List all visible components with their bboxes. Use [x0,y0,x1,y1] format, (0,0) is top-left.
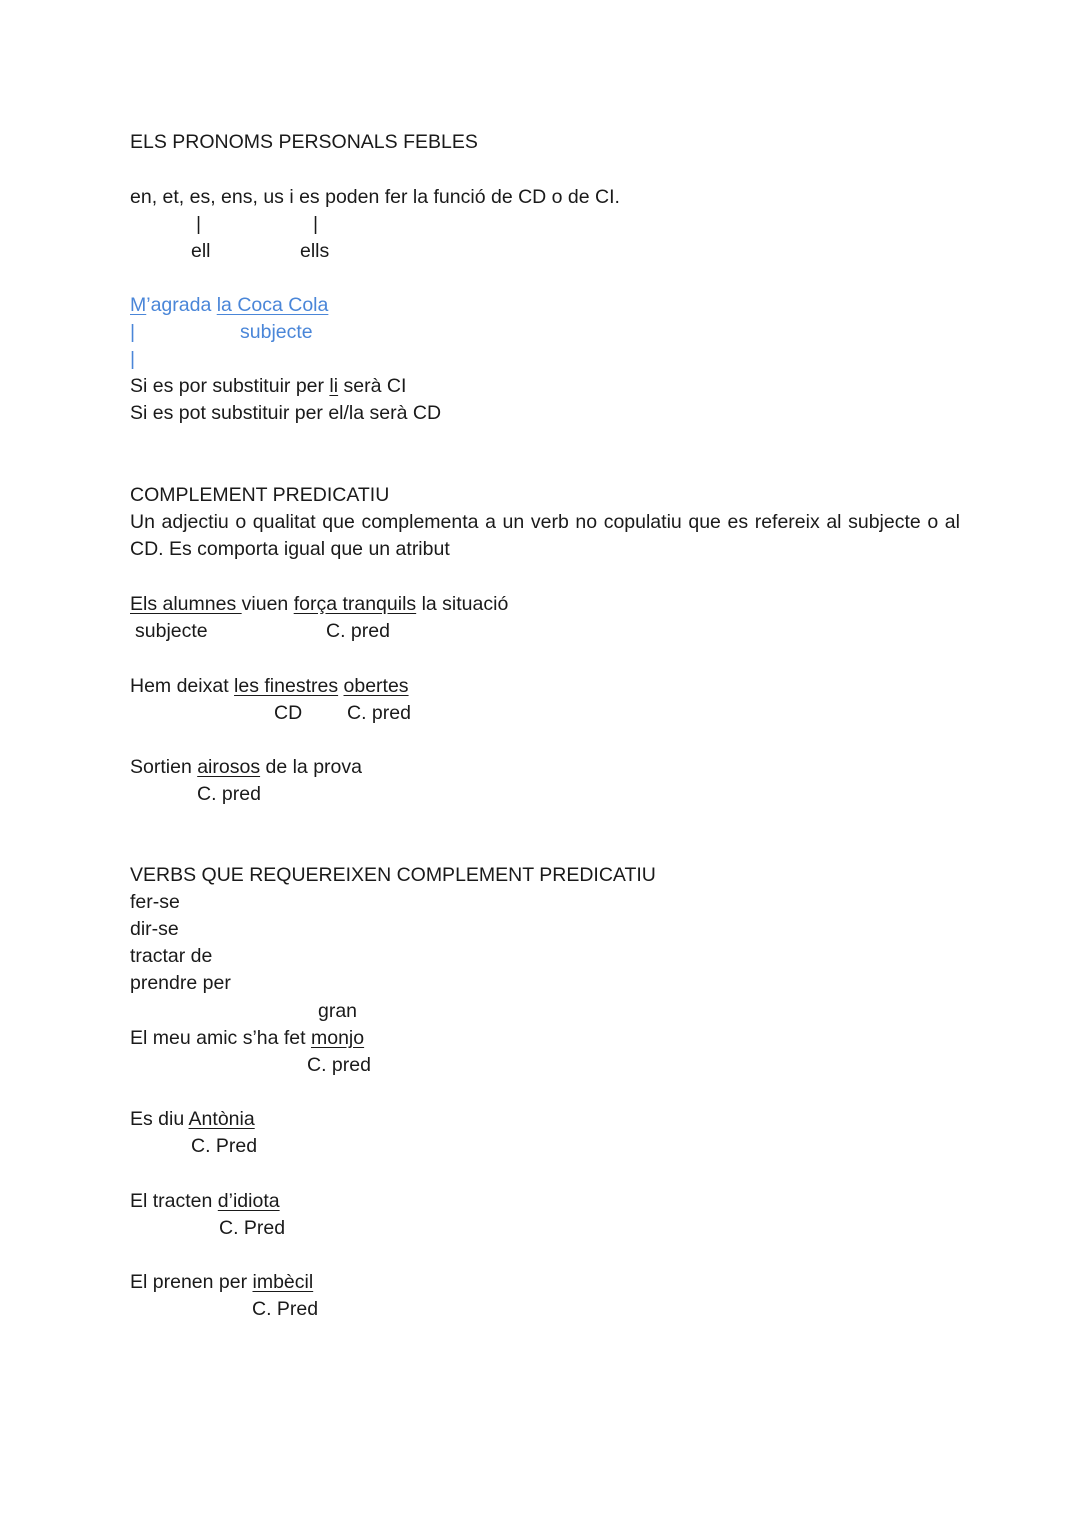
label-cpred-7: C. Pred [252,1298,319,1320]
pronoun-m: M [130,294,147,316]
example-finestres: Hem deixat les finestres obertes [130,675,409,697]
verb-item: prendre per [130,972,231,994]
example-airosos: Sortien airosos de la prova [130,756,362,778]
subject-coca-cola: la Coca Cola [216,294,329,316]
label-cpred-5: C. Pred [191,1135,258,1157]
pipe-m-1: | [130,321,136,343]
label-subjecte: subjecte [135,620,208,642]
example-imbecil: El prenen per imbècil [130,1271,314,1293]
label-cpred-4: C. pred [307,1054,371,1076]
label-cpred-3: C. pred [197,783,261,805]
verb-item: tractar de [130,945,213,967]
pipe-ells: | [313,213,319,235]
label-cpred-6: C. Pred [219,1217,286,1239]
example-magrada: M’agrada la Coca Cola [130,294,329,316]
label-cpred-1: C. pred [326,620,390,642]
example-idiota: El tracten d’idiota [130,1190,280,1212]
label-cd: CD [274,702,303,724]
heading-pronoms-febles: ELS PRONOMS PERSONALS FEBLES [130,131,478,153]
label-ells: ells [300,240,330,262]
verb-item: fer-se [130,891,180,913]
heading-verbs: VERBS QUE REQUEREIXEN COMPLEMENT PREDICATIU [130,864,656,886]
example-alumnes: Els alumnes viuen força tranquils la situació [130,593,509,615]
heading-complement-predicatiu: COMPLEMENT PREDICATIU [130,484,390,506]
verb-item: dir-se [130,918,179,940]
pronoms-line: en, et, es, ens, us i es poden fer la funció de CD o de CI. [130,186,620,208]
pipe-ell: | [196,213,202,235]
pipe-m-2: | [130,348,136,370]
definition-paragraph: Un adjectiu o qualitat que complementa a un verb no copulatiu que es refereix al subjecte o al CD. Es comporta igual que un atribut [130,511,960,560]
label-cpred-2: C. pred [347,702,411,724]
rule-cd: Si es pot substituir per el/la serà CD [130,402,442,424]
label-ell: ell [191,240,211,262]
rule-ci: Si es por substituir per li serà CI [130,375,407,397]
example-antonia: Es diu Antònia [130,1108,255,1130]
label-subjecte-blue: subjecte [240,321,313,343]
example-monjo: El meu amic s’ha fet monjo [130,1027,365,1049]
label-gran: gran [318,1000,358,1022]
